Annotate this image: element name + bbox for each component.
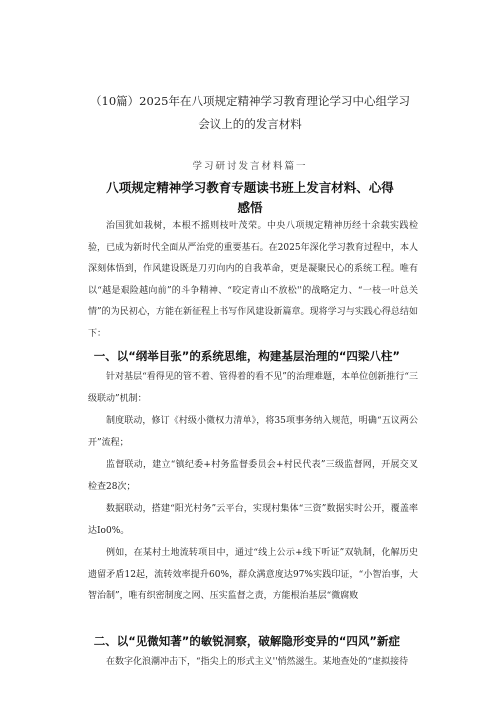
section-heading-1: 一、以“纲举目张”的系统思维，构建基层治理的“四梁八柱” bbox=[93, 349, 400, 363]
paragraph-supervision: 监督联动，建立“镇纪委+村务监督委员会+村民代表”三级监督网，开展交叉检查28次； bbox=[88, 460, 418, 492]
paragraph-intro: 治国犹如栽树，本根不摇则枝叶茂荣。中央八项规定精神历经十余载实践检验，已成为新时代全面从严治党的重要基石。在2025年深化学习教育过程中，本人深刻体悟到，作风建设既是刀刃向内的自我革命，更是凝聚民心的系统工程。唯有以“越是艰险越向前”的斗争精神、“咬定青山不放松''的战略定力、“一枝一叶总关情”的为民初心，方能在新征程上书写作风建设新篇章。现将学习与实践心得总结如下： bbox=[88, 221, 418, 339]
document-title-line-1: （10篇）2025年在八项规定精神学习教育理论学习中心组学习 bbox=[90, 94, 410, 108]
paragraph-example: 例如，在某村土地流转项目中，通过“线上公示+线下听证”双轨制，化解历史遗留矛盾12起，流转效率提升60%，群众满意度达97%实践印证，“小智治事，大智治制”，唯有织密制度之网、压实监督之责，方能根治基层“微腐败 bbox=[88, 548, 418, 601]
section-heading-2: 二、以“见微知著”的敏锐洞察，破解隐形变异的“四风”新症 bbox=[93, 634, 400, 648]
paragraph-problem: 针对基层“看得见的管不着、管得着的看不见”的治理难题，本单位创新推行“三级联动”机制： bbox=[88, 372, 418, 404]
paragraph-data: 数据联动，搭建“阳光村务”云平台，实现村集体“三资”数据实时公开，覆盖率达Io0%。 bbox=[88, 504, 418, 536]
document-heading-line-2: 感悟 bbox=[237, 200, 263, 215]
document-title-line-2: 会议上的的发言材料 bbox=[198, 117, 302, 131]
paragraph-digital: 在数字化浪潮冲击下，“指尖上的形式主义''悄然滋生。某地查处的“虚拟接待 bbox=[106, 657, 409, 667]
document-heading-line-1: 八项规定精神学习教育专题读书班上发言材料、心得 bbox=[106, 180, 394, 195]
paragraph-institution: 制度联动，修订《村级小微权力清单》，将35项事务纳入规范，明确“五议两公开”流程； bbox=[88, 416, 418, 448]
document-subtitle: 学习研讨发言材料篇一 bbox=[192, 161, 308, 172]
